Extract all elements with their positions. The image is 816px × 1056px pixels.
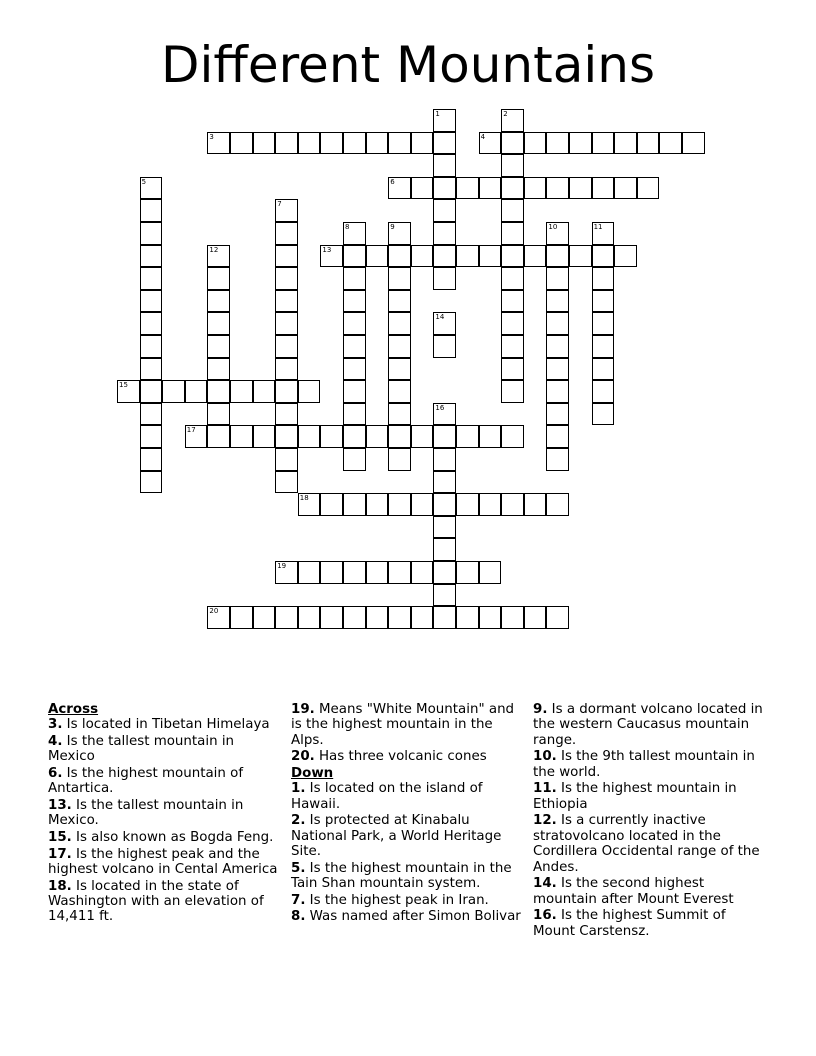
grid-cell[interactable] [343, 335, 366, 358]
grid-cell[interactable] [479, 493, 502, 516]
page-title: Different Mountains [161, 36, 655, 94]
grid-cell[interactable] [207, 606, 230, 629]
clue-section-heading: Down [291, 766, 334, 781]
grid-cell[interactable] [546, 312, 569, 335]
clue-number-label: 6. [48, 766, 63, 781]
grid-cell[interactable] [140, 222, 163, 245]
grid-cell[interactable] [411, 425, 434, 448]
clue-number-label: 3. [48, 717, 63, 733]
clue-number-label: 14. [533, 876, 557, 892]
clue-number-label: 9. [533, 702, 548, 717]
grid-cell[interactable] [366, 561, 389, 584]
clue [48, 766, 284, 797]
grid-cell[interactable] [366, 132, 389, 155]
clue-text: Is the second highest mountain after Mount Everest [533, 876, 734, 907]
grid-cell[interactable] [253, 132, 276, 155]
grid-cell[interactable] [388, 312, 411, 335]
grid-cell[interactable] [501, 312, 524, 335]
clue-number-label: 17. [48, 846, 72, 862]
grid-cell[interactable] [140, 290, 163, 313]
grid-cell[interactable] [433, 448, 456, 471]
grid-cell[interactable] [592, 267, 615, 290]
clue-number-label: 8. [291, 909, 306, 925]
grid-cell[interactable] [546, 358, 569, 381]
grid-cell[interactable] [546, 425, 569, 448]
grid-cell[interactable] [456, 561, 479, 584]
grid-cell[interactable] [343, 358, 366, 381]
grid-cell[interactable] [275, 290, 298, 313]
grid-cell[interactable] [479, 561, 502, 584]
grid-cell[interactable] [388, 358, 411, 381]
grid-cell[interactable] [253, 606, 276, 629]
grid-cell[interactable] [343, 245, 366, 268]
grid-cell[interactable] [366, 245, 389, 268]
clue-column-2 [291, 702, 527, 926]
grid-cell[interactable] [140, 448, 163, 471]
grid-cell[interactable] [343, 222, 366, 245]
grid-cell[interactable] [298, 561, 321, 584]
grid-cell[interactable] [501, 335, 524, 358]
grid-cell[interactable] [207, 267, 230, 290]
grid-cell[interactable] [320, 561, 343, 584]
clue-number-label: 12. [533, 813, 557, 829]
grid-cell[interactable] [546, 222, 569, 245]
grid-cell[interactable] [501, 199, 524, 222]
clue-number-label: 10. [533, 749, 557, 765]
grid-cell[interactable] [433, 606, 456, 629]
grid-cell[interactable] [411, 177, 434, 200]
grid-cell[interactable] [524, 245, 547, 268]
grid-cell[interactable] [140, 267, 163, 290]
grid-cell[interactable] [230, 425, 253, 448]
grid-cell[interactable] [546, 335, 569, 358]
grid-cell[interactable] [140, 177, 163, 200]
grid-cell[interactable] [524, 493, 547, 516]
grid-cell[interactable] [388, 561, 411, 584]
clue [291, 702, 527, 748]
grid-cell[interactable] [275, 358, 298, 381]
clue-number: 11 [593, 223, 603, 231]
grid-cell[interactable] [501, 154, 524, 177]
grid-cell[interactable] [524, 132, 547, 155]
clue-text: Is located in the state of Washington with an elevation of 14,411 ft. [48, 878, 264, 925]
grid-cell[interactable] [501, 177, 524, 200]
grid-cell[interactable] [433, 245, 456, 268]
clue-number-label: 13. [48, 798, 72, 813]
clue-text: Is the tallest mountain in Mexico. [48, 798, 244, 829]
clue [291, 749, 527, 764]
grid-cell[interactable] [230, 132, 253, 155]
grid-cell[interactable] [592, 358, 615, 381]
clue [48, 879, 284, 925]
grid-cell[interactable] [456, 245, 479, 268]
clue-number: 9 [390, 223, 395, 231]
grid-cell[interactable] [433, 584, 456, 607]
grid-cell[interactable] [411, 561, 434, 584]
grid-cell[interactable] [320, 425, 343, 448]
grid-cell[interactable] [433, 561, 456, 584]
clue-text: Is the tallest mountain in Mexico [48, 734, 235, 765]
grid-cell[interactable] [298, 132, 321, 155]
grid-cell[interactable] [275, 267, 298, 290]
grid-cell[interactable] [275, 132, 298, 155]
grid-cell[interactable] [524, 177, 547, 200]
grid-cell[interactable] [659, 132, 682, 155]
grid-cell[interactable] [275, 222, 298, 245]
grid-cell[interactable] [207, 358, 230, 381]
clue [291, 781, 527, 812]
grid-cell[interactable] [592, 177, 615, 200]
grid-cell[interactable] [433, 222, 456, 245]
grid-cell[interactable] [275, 312, 298, 335]
grid-cell[interactable] [569, 132, 592, 155]
clue [291, 909, 527, 924]
grid-cell[interactable] [366, 606, 389, 629]
grid-cell[interactable] [388, 448, 411, 471]
clue-number: 2 [503, 110, 508, 118]
grid-cell[interactable] [411, 493, 434, 516]
grid-cell[interactable] [456, 177, 479, 200]
grid-cell[interactable] [682, 132, 705, 155]
grid-cell[interactable] [140, 358, 163, 381]
grid-cell[interactable] [433, 312, 456, 335]
clue-column-3 [533, 702, 769, 940]
grid-cell[interactable] [501, 267, 524, 290]
grid-cell[interactable] [207, 290, 230, 313]
clue [48, 830, 284, 845]
grid-cell[interactable] [343, 267, 366, 290]
grid-cell[interactable] [298, 425, 321, 448]
grid-cell[interactable] [546, 448, 569, 471]
grid-cell[interactable] [207, 132, 230, 155]
grid-cell[interactable] [592, 290, 615, 313]
grid-cell[interactable] [501, 132, 524, 155]
clue-number: 16 [435, 403, 445, 412]
grid-cell[interactable] [546, 267, 569, 290]
grid-cell[interactable] [614, 177, 637, 200]
grid-cell[interactable] [592, 335, 615, 358]
grid-cell[interactable] [275, 199, 298, 222]
grid-cell[interactable] [501, 358, 524, 381]
grid-cell[interactable] [140, 471, 163, 494]
clue [533, 702, 769, 748]
grid-cell[interactable] [388, 493, 411, 516]
grid-cell[interactable] [320, 245, 343, 268]
grid-cell[interactable] [433, 471, 456, 494]
grid-cell[interactable] [275, 335, 298, 358]
clue-text: Is located in Tibetan Himelaya [62, 717, 270, 733]
grid-cell[interactable] [546, 403, 569, 426]
grid-cell[interactable] [207, 403, 230, 426]
grid-cell[interactable] [343, 380, 366, 403]
grid-cell[interactable] [253, 425, 276, 448]
grid-cell[interactable] [433, 335, 456, 358]
grid-cell[interactable] [614, 132, 637, 155]
grid-cell[interactable] [230, 606, 253, 629]
grid-cell[interactable] [366, 493, 389, 516]
grid-cell[interactable] [411, 245, 434, 268]
grid-cell[interactable] [140, 380, 163, 403]
grid-cell[interactable] [433, 516, 456, 539]
grid-cell[interactable] [207, 380, 230, 403]
grid-cell[interactable] [479, 132, 502, 155]
grid-cell[interactable] [388, 290, 411, 313]
grid-cell[interactable] [207, 312, 230, 335]
clue [291, 813, 527, 859]
grid-cell[interactable] [140, 425, 163, 448]
clue-number: 8 [345, 223, 350, 231]
clue-column-1 [48, 702, 284, 926]
clue-number: 20 [209, 607, 219, 616]
clue-number: 13 [322, 245, 332, 254]
clue-text: Means "White Mountain" and is the highest mountain in the Alps. [291, 702, 515, 748]
grid-cell[interactable] [343, 493, 366, 516]
clue-number-label: 11. [533, 781, 557, 797]
clue-number-label: 2. [291, 813, 306, 829]
grid-cell[interactable] [388, 132, 411, 155]
grid-cell[interactable] [546, 177, 569, 200]
grid-cell[interactable] [388, 606, 411, 629]
grid-cell[interactable] [546, 132, 569, 155]
grid-cell[interactable] [388, 245, 411, 268]
clue-number: 10 [548, 223, 558, 231]
grid-cell[interactable] [433, 538, 456, 561]
grid-cell[interactable] [479, 245, 502, 268]
clue-text: Has three volcanic cones [314, 749, 487, 765]
grid-cell[interactable] [546, 493, 569, 516]
clue-number-label: 5. [291, 860, 306, 876]
clue-number-label: 7. [291, 892, 306, 908]
clue-number: 3 [209, 132, 214, 141]
clue-number: 6 [390, 177, 395, 186]
grid-cell[interactable] [388, 335, 411, 358]
grid-cell[interactable] [456, 425, 479, 448]
grid-cell[interactable] [546, 606, 569, 629]
grid-cell[interactable] [501, 222, 524, 245]
clue [291, 861, 527, 892]
grid-cell[interactable] [592, 312, 615, 335]
grid-cell[interactable] [275, 403, 298, 426]
clue-number: 17 [186, 426, 196, 435]
clue-text: Is the 9th tallest mountain in the world. [533, 749, 755, 780]
grid-cell[interactable] [366, 425, 389, 448]
grid-cell[interactable] [524, 606, 547, 629]
grid-cell[interactable] [592, 403, 615, 426]
grid-cell[interactable] [140, 199, 163, 222]
clue-text: Is the highest mountain of Antartica. [48, 766, 244, 797]
grid-cell[interactable] [637, 132, 660, 155]
grid-cell[interactable] [275, 606, 298, 629]
clue-text: Was named after Simon Bolivar [305, 909, 521, 925]
grid-cell[interactable] [501, 109, 524, 132]
grid-cell[interactable] [343, 403, 366, 426]
grid-cell[interactable] [343, 448, 366, 471]
clue-text: Is the highest Summit of Mount Carstensz. [533, 908, 726, 939]
grid-cell[interactable] [275, 448, 298, 471]
clue-text: Is the highest peak in Iran. [305, 892, 489, 908]
grid-cell[interactable] [207, 245, 230, 268]
grid-cell[interactable] [569, 177, 592, 200]
grid-cell[interactable] [207, 425, 230, 448]
grid-cell[interactable] [185, 380, 208, 403]
clue [48, 734, 284, 765]
grid-cell[interactable] [433, 132, 456, 155]
grid-cell[interactable] [501, 606, 524, 629]
clue [533, 781, 769, 812]
grid-cell[interactable] [185, 425, 208, 448]
grid-cell[interactable] [140, 312, 163, 335]
grid-cell[interactable] [388, 222, 411, 245]
grid-cell[interactable] [456, 493, 479, 516]
clue [291, 893, 527, 908]
grid-cell[interactable] [501, 425, 524, 448]
grid-cell[interactable] [501, 245, 524, 268]
grid-cell[interactable] [433, 177, 456, 200]
grid-cell[interactable] [411, 606, 434, 629]
clue-number: 15 [119, 381, 128, 390]
grid-cell[interactable] [117, 380, 140, 403]
clue [533, 908, 769, 939]
grid-cell[interactable] [637, 177, 660, 200]
clue-text: Is protected at Kinabalu National Park, a World Heritage Site. [291, 813, 502, 860]
clue-number: 1 [435, 110, 440, 118]
clue-number-label: 15. [48, 830, 72, 845]
clue-section-heading: Across [48, 702, 99, 717]
clue-number-label: 19. [291, 702, 315, 717]
clue-number: 19 [277, 562, 287, 570]
grid-cell[interactable] [433, 199, 456, 222]
clue-number: 5 [141, 177, 147, 186]
grid-cell[interactable] [388, 403, 411, 426]
grid-cell[interactable] [275, 471, 298, 494]
clue-number: 12 [209, 245, 219, 254]
grid-cell[interactable] [298, 606, 321, 629]
grid-cell[interactable] [320, 132, 343, 155]
grid-cell[interactable] [592, 132, 615, 155]
grid-cell[interactable] [479, 177, 502, 200]
clue [533, 813, 769, 875]
clue-number-label: 18. [48, 878, 72, 894]
grid-cell[interactable] [253, 380, 276, 403]
clue-number: 14 [435, 313, 445, 322]
grid-cell[interactable] [320, 606, 343, 629]
grid-cell[interactable] [592, 380, 615, 403]
grid-cell[interactable] [433, 267, 456, 290]
grid-cell[interactable] [162, 380, 185, 403]
grid-cell[interactable] [569, 245, 592, 268]
clue [48, 798, 284, 829]
clue-number-label: 4. [48, 734, 63, 749]
grid-cell[interactable] [343, 132, 366, 155]
clue [533, 876, 769, 907]
grid-cell[interactable] [343, 561, 366, 584]
grid-cell[interactable] [343, 606, 366, 629]
grid-cell[interactable] [320, 493, 343, 516]
clue-text: Is the highest mountain in the Tain Shan mountain system. [291, 860, 512, 892]
grid-cell[interactable] [275, 425, 298, 448]
clue-text: Is located on the island of Hawaii. [291, 781, 483, 812]
clue-number: 18 [299, 494, 309, 503]
grid-cell[interactable] [546, 380, 569, 403]
grid-cell[interactable] [433, 109, 456, 132]
grid-cell[interactable] [433, 154, 456, 177]
grid-cell[interactable] [140, 245, 163, 268]
grid-cell[interactable] [456, 606, 479, 629]
grid-cell[interactable] [388, 425, 411, 448]
grid-cell[interactable] [343, 290, 366, 313]
grid-cell[interactable] [343, 425, 366, 448]
grid-cell[interactable] [546, 245, 569, 268]
grid-cell[interactable] [230, 380, 253, 403]
clue-number-label: 16. [533, 908, 557, 924]
grid-cell[interactable] [207, 335, 230, 358]
clue-number-label: 20. [291, 749, 315, 765]
clue [533, 749, 769, 780]
grid-cell[interactable] [275, 561, 298, 584]
clue-text: Is the highest mountain in Ethiopia [533, 781, 737, 812]
clue [48, 847, 284, 878]
grid-cell[interactable] [388, 177, 411, 200]
clue [48, 717, 284, 732]
clue-text: Is also known as Bogda Feng. [71, 830, 274, 845]
grid-cell[interactable] [479, 606, 502, 629]
grid-cell[interactable] [546, 290, 569, 313]
grid-cell[interactable] [433, 403, 456, 426]
grid-cell[interactable] [433, 493, 456, 516]
grid-cell[interactable] [411, 132, 434, 155]
grid-cell[interactable] [592, 245, 615, 268]
grid-cell[interactable] [614, 245, 637, 268]
grid-cell[interactable] [479, 425, 502, 448]
grid-cell[interactable] [275, 245, 298, 268]
grid-cell[interactable] [433, 425, 456, 448]
grid-cell[interactable] [275, 380, 298, 403]
clue-number: 4 [480, 132, 486, 141]
clue-text: Is the highest peak and the highest volcano in Cental America [48, 846, 278, 877]
clue-text: Is a dormant volcano located in the western Caucasus mountain range. [533, 702, 763, 748]
grid-cell[interactable] [298, 493, 321, 516]
grid-cell[interactable] [298, 380, 321, 403]
clue-number-label: 1. [291, 781, 306, 797]
grid-cell[interactable] [501, 290, 524, 313]
grid-cell[interactable] [140, 335, 163, 358]
grid-cell[interactable] [343, 312, 366, 335]
grid-cell[interactable] [388, 267, 411, 290]
grid-cell[interactable] [140, 403, 163, 426]
grid-cell[interactable] [501, 380, 524, 403]
grid-cell[interactable] [388, 380, 411, 403]
clue-text: Is a currently inactive stratovolcano located in the Cordillera Occidental range of the Andes. [533, 813, 760, 875]
grid-cell[interactable] [501, 493, 524, 516]
grid-cell[interactable] [592, 222, 615, 245]
clue-number: 7 [277, 200, 282, 209]
